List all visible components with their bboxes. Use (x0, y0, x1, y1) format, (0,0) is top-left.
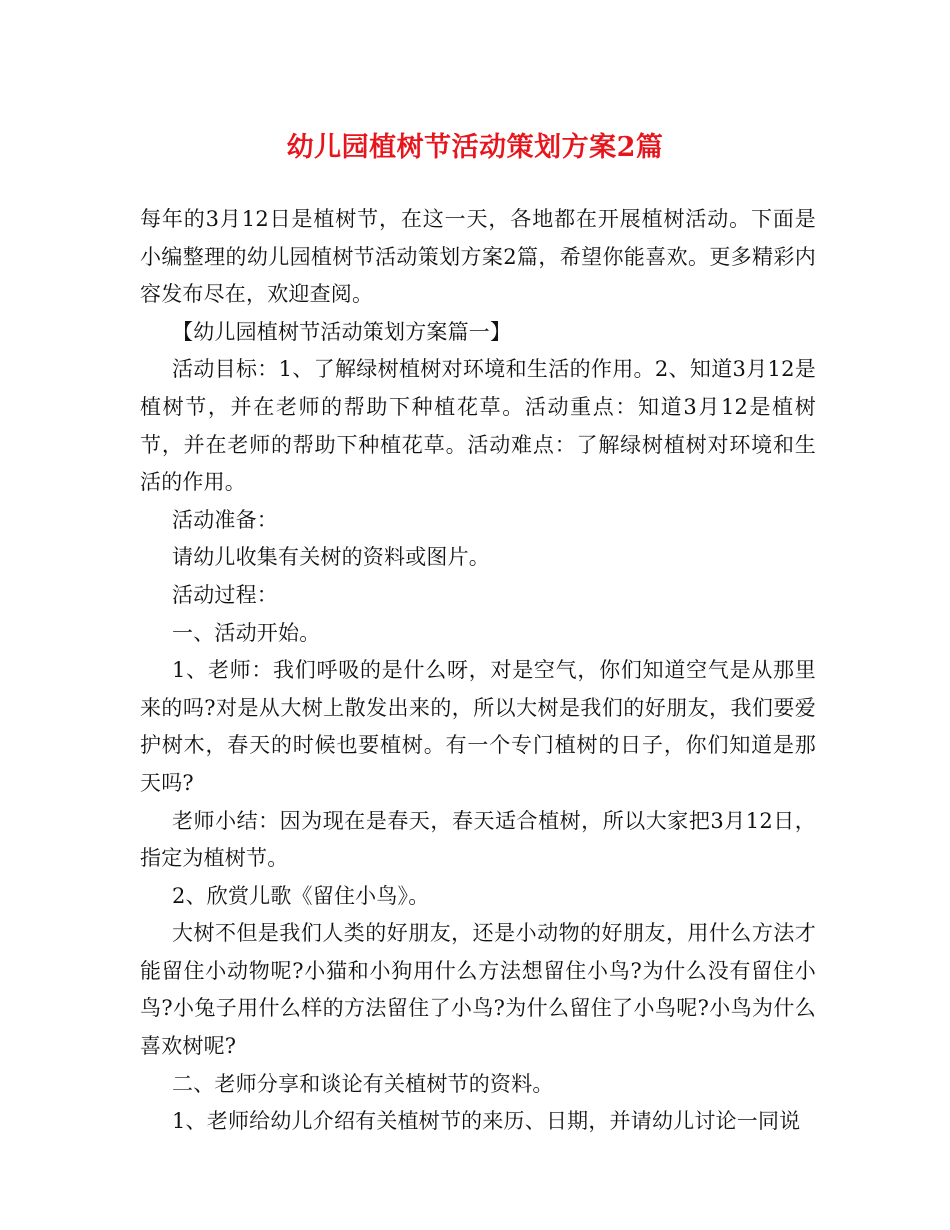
paragraph-teacher-intro: 1、老师给幼儿介绍有关植树节的来历、日期，并请幼儿讨论一同说 (172, 1109, 801, 1134)
document-body (140, 201, 816, 1141)
paragraph-step-one-heading: 一、活动开始。 (172, 620, 321, 645)
paragraph-intro: 每年的3月12日是植树节，在这一天，各地都在开展植树活动。下面是小编整理的幼儿园植树节活动策划方案2篇，希望你能喜欢。更多精彩内容发布尽在，欢迎查阅。 (140, 207, 816, 307)
paragraph-step-two-heading: 二、老师分享和谈论有关植树节的资料。 (172, 1071, 554, 1096)
paragraph-preparation: 请幼儿收集有关树的资料或图片。 (172, 545, 490, 570)
paragraph-tree-friends: 大树不但是我们人类的好朋友，还是小动物的好朋友，用什么方法才能留住小动物呢?小猫和小狗用什么方法想留住小鸟?为什么没有留住小鸟?小兔子用什么样的方法留住了小鸟?为什么留住了小鸟呢?小鸟为什么喜欢树呢? (140, 921, 816, 1059)
paragraph-song: 2、欣赏儿歌《留住小鸟》。 (172, 883, 430, 908)
paragraph-teacher-question: 1、老师：我们呼吸的是什么呀，对是空气，你们知道空气是从那里来的吗?对是从大树上散发出来的，所以大树是我们的好朋友，我们要爱护树木，春天的时候也要植树。有一个专门植树的日子，你们知道是那天吗? (140, 658, 816, 795)
paragraph-preparation-label: 活动准备： (172, 507, 278, 532)
paragraph-section-heading: 【幼儿园植树节活动策划方案篇一】 (172, 319, 512, 344)
paragraph-teacher-summary: 老师小结：因为现在是春天，春天适合植树，所以大家把3月12日，指定为植树节。 (140, 808, 816, 871)
paragraph-process-label: 活动过程： (172, 582, 278, 607)
paragraph-goals: 活动目标：1、了解绿树植树对环境和生活的作用。2、知道3月12是植树节，并在老师的帮助下种植花草。活动重点：知道3月12是植树节，并在老师的帮助下种植花草。活动难点：了解绿树植树对环境和生活的作用。 (140, 357, 816, 495)
document-title: 幼儿园植树节活动策划方案2篇 (286, 132, 664, 163)
